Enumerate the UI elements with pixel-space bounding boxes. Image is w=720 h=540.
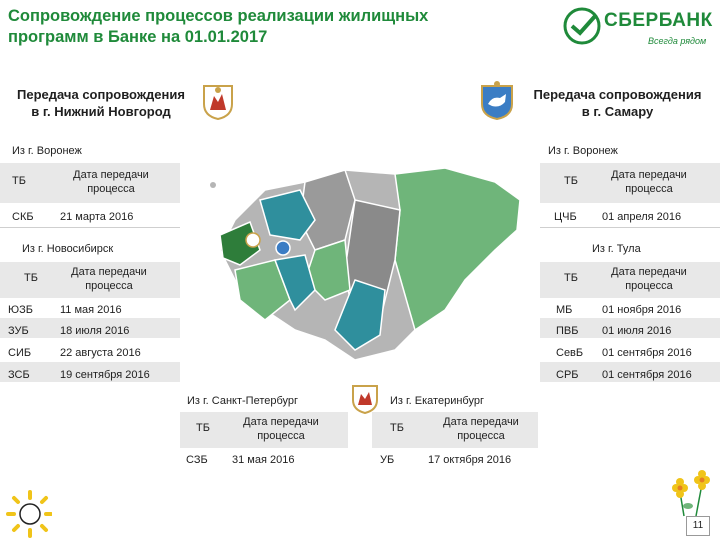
cell-date: 17 октября 2016 bbox=[428, 454, 512, 466]
table-voronezh-right bbox=[540, 163, 720, 233]
samara-coat-of-arms-icon bbox=[478, 80, 516, 120]
sun-decoration-icon bbox=[2, 488, 52, 538]
page-number: 11 bbox=[686, 516, 710, 536]
section-label-voronezh-left: Из г. Воронеж bbox=[12, 145, 82, 157]
page-title: Сопровождение процессов реализации жилищных программ в Банке на 01.01.2017 bbox=[8, 7, 429, 46]
cell-date: 01 сентября 2016 bbox=[602, 369, 692, 381]
col-header-tb: ТБ bbox=[12, 175, 26, 187]
sberbank-logo bbox=[560, 6, 715, 68]
left-header-line1: Передача сопровождения bbox=[17, 87, 185, 102]
russia-regions-map bbox=[205, 160, 525, 380]
logo-tagline: Всегда рядом bbox=[648, 36, 707, 46]
cell-tb: ЗСБ bbox=[8, 369, 30, 381]
col-header-date-2: процесса bbox=[257, 430, 305, 442]
cell-tb: СевБ bbox=[556, 347, 584, 359]
cell-tb: ЗУБ bbox=[8, 325, 29, 337]
cell-tb: УБ bbox=[380, 454, 395, 466]
logo-name: СБЕРБАНК bbox=[604, 10, 713, 31]
section-label-novosibirsk: Из г. Новосибирск bbox=[22, 243, 114, 255]
flowers-decoration-icon bbox=[660, 470, 718, 518]
nizhny-novgorod-coat-of-arms-icon bbox=[200, 82, 236, 120]
cell-tb: СРБ bbox=[556, 369, 579, 381]
right-header-line1: Передача сопровождения bbox=[533, 87, 702, 102]
sberbank-logo-icon bbox=[562, 6, 602, 46]
col-header-date-2: процесса bbox=[457, 430, 505, 442]
col-header-date-1: Дата передачи bbox=[611, 169, 687, 181]
col-header-date-1: Дата передачи bbox=[71, 266, 147, 278]
left-header-line2: в г. Нижний Новгород bbox=[31, 104, 171, 119]
cell-date: 01 сентября 2016 bbox=[602, 347, 692, 359]
table-voronezh-left bbox=[0, 163, 180, 233]
cell-date: 21 марта 2016 bbox=[60, 211, 134, 223]
cell-date: 01 ноября 2016 bbox=[602, 304, 682, 316]
right-header bbox=[520, 86, 715, 120]
cell-date: 18 июля 2016 bbox=[60, 325, 130, 337]
col-header-tb: ТБ bbox=[196, 422, 210, 434]
cell-tb: ЮЗБ bbox=[8, 304, 33, 316]
section-label-voronezh-right: Из г. Воронеж bbox=[548, 145, 618, 157]
section-label-spb: Из г. Санкт-Петербург bbox=[187, 395, 299, 407]
left-header bbox=[6, 86, 196, 120]
right-header-line2: в г. Самару bbox=[581, 104, 654, 119]
col-header-date-1: Дата передачи bbox=[443, 416, 519, 428]
section-label-ekb: Из г. Екатеринбург bbox=[390, 395, 484, 407]
section-label-tula: Из г. Тула bbox=[592, 243, 641, 255]
cell-tb: ЦЧБ bbox=[554, 211, 577, 223]
cell-tb: МБ bbox=[556, 304, 573, 316]
col-header-date-2: процесса bbox=[85, 280, 133, 292]
table-tula bbox=[540, 262, 720, 392]
col-header-tb: ТБ bbox=[564, 175, 578, 187]
cell-date: 11 мая 2016 bbox=[60, 304, 122, 316]
col-header-date-2: процесса bbox=[625, 183, 673, 195]
col-header-date-1: Дата передачи bbox=[243, 416, 319, 428]
map-samara-marker-icon bbox=[276, 241, 290, 255]
cell-date: 31 мая 2016 bbox=[232, 454, 295, 466]
map-region-far-east bbox=[395, 168, 520, 330]
cell-date: 19 сентября 2016 bbox=[60, 369, 150, 381]
table-novosibirsk bbox=[0, 262, 180, 392]
col-header-date-1: Дата передачи bbox=[73, 169, 149, 181]
col-header-date-2: процесса bbox=[87, 183, 135, 195]
col-header-tb: ТБ bbox=[390, 422, 404, 434]
cell-date: 22 августа 2016 bbox=[60, 347, 141, 359]
col-header-date-1: Дата передачи bbox=[611, 266, 687, 278]
nizhny-novgorod-coat-of-arms-small-icon bbox=[350, 382, 380, 414]
col-header-date-2: процесса bbox=[625, 280, 673, 292]
col-header-tb: ТБ bbox=[24, 272, 38, 284]
map-nizhny-novgorod-marker-icon bbox=[246, 233, 260, 247]
cell-date: 01 апреля 2016 bbox=[602, 211, 682, 223]
cell-tb: СКБ bbox=[12, 211, 34, 223]
cell-tb: СИБ bbox=[8, 347, 32, 359]
table-ekb bbox=[372, 412, 538, 470]
cell-date: 01 июля 2016 bbox=[602, 325, 672, 337]
cell-tb: СЗБ bbox=[186, 454, 208, 466]
table-spb bbox=[180, 412, 348, 470]
col-header-tb: ТБ bbox=[564, 272, 578, 284]
cell-tb: ПВБ bbox=[556, 325, 579, 337]
